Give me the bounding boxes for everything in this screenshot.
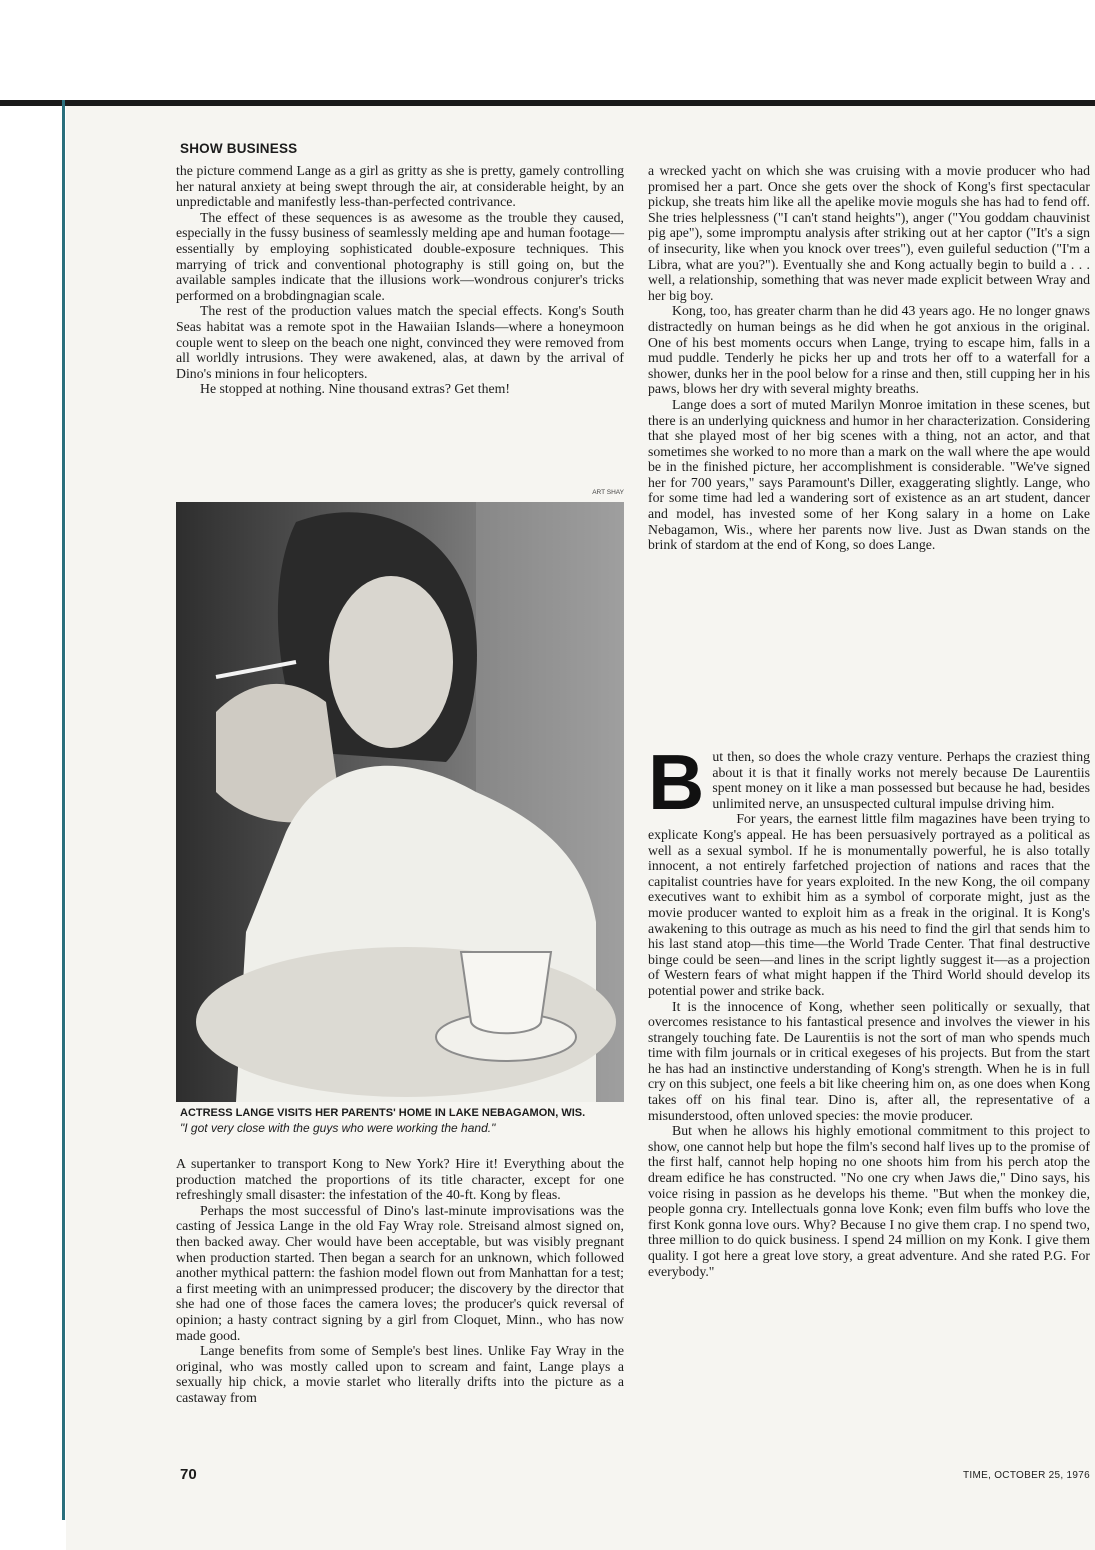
- paragraph: a wrecked yacht on which she was cruising with a movie producer who had promised her a part. Once she gets over the shock of Kong's first spectacular pickup, she treats him like all the apelike movie moguls she has had to fend off. She tries helplessness ("I can't stand heights"), anger ("You goddam chauvinist pig ape"), some impromptu analysis after striking out at her captor ("It's a sign of insecurity, like when you knock over trees"), even guileful seduction ("I'm a Libra, what are you?"). Eventually she and Kong actually begin to build a . . . well, a relationship, something that was never made explicit between Wray and her big boy.: [648, 163, 1090, 303]
- photo-credit: ART SHAY: [592, 489, 624, 496]
- right-column-bottom: [648, 738, 1090, 1279]
- paragraph: the picture commend Lange as a girl as gritty as she is pretty, gamely controlling her natural anxiety at being swept through the air, at considerable height, by an unpredictable and manifestly less-than-perfected contrivance.: [176, 163, 624, 210]
- paragraph: The effect of these sequences is as awesome as the trouble they caused, especially in the fussy business of seamlessly melding ape and human footage—essentially by employing sophisticated double-exposure techniques. This marrying of trick and conventional photography is still going on, but the available samples indicate that the illusions work—wondrous conjurer's tricks performed on a brobdingnagian scale.: [176, 209, 624, 303]
- section-heading: SHOW BUSINESS: [180, 141, 298, 156]
- binding-edge: [62, 100, 65, 1520]
- paragraph: ut then, so does the whole crazy venture. Perhaps the craziest thing about it is that it finally works not merely because De Laurentiis spent money on it like a man possessed but because he had, besides unlimited nerve, an unsuspected cultural impulse driving him.: [712, 749, 1090, 811]
- portrait-photo: [176, 502, 624, 1102]
- photo-illustration: [176, 502, 624, 1102]
- photo-caption: [180, 1106, 624, 1136]
- page-number: 70: [180, 1466, 197, 1483]
- paragraph: For years, the earnest little film magazines have been trying to explicate Kong's appeal. He has been persuasively portrayed as a political as well as a sexual symbol. If he is monumentally powerful, he is also totally innocent, a not entirely farfetched projection of nations and races that the capitalist countries have for years exploited. In the new Kong, the oil company executives want to exhibit him as a symbol of corporate might, just as the movie producer wanted to exploit him as a freak in the original. It is Kong's awakening to this outrage as much as his need to find the girl that sends him to his last stand atop—this time—the World Trade Center. That final destructive binge could be seen—and lines in the script lightly suggest it—as a projection of Western fears of what might happen if the Third World should develop its potential power and strike back.: [648, 811, 1090, 998]
- right-column-top: [648, 163, 1090, 553]
- paragraph: Kong, too, has greater charm than he did 43 years ago. He no longer gnaws distractedly on human beings as he did when he got anxious in the original. One of his best moments occurs when Lange, trying to escape him, falls in a mud puddle. Tenderly he picks her up and trots her off to a waterfall for a shower, dunks her in the pool below for a rinse and then, still cupping her in his paws, blows her dry with several mighty breaths.: [648, 303, 1090, 397]
- paragraph: But when he allows his highly emotional commitment to this project to show, one cannot help but hope the film's second half lives up to the promise of the first half, cannot help hoping no one shoots him from his perch atop the dream edifice he has constructed. "No one cry when Jaws die," Dino says, his voice rising in passion as he develops his theme. "But when the monkey die, people gonna cry. Intellectuals gonna love Konk; even film buffs who love the first Konk gonna love ours. Why? Because I no give them crap. I no spend two, three million to do quick business. I spend 24 million on my Konk. I give them quality. I got here a great love story, a great adventure. And she rated P.G. For everybody.": [648, 1123, 1090, 1279]
- caption-title: ACTRESS LANGE VISITS HER PARENTS' HOME IN LAKE NEBAGAMON, WIS.: [180, 1107, 586, 1119]
- issue-date: TIME, OCTOBER 25, 1976: [962, 1470, 1090, 1481]
- paragraph: The rest of the production values match the special effects. Kong's South Seas habitat was a remote spot in the Hawaiian Islands—where a honeymoon couple went to sleep on the beach one night, convinced they were removed from all worldly intrusions. They were awakened, alas, at dawn by the arrival of Dino's minions in four helicopters.: [176, 303, 624, 381]
- drop-cap: B: [648, 738, 705, 826]
- caption-quote: "I got very close with the guys who were working the hand.": [180, 1121, 496, 1135]
- paragraph: Perhaps the most successful of Dino's last-minute improvisations was the casting of Jessica Lange in the old Fay Wray role. Streisand almost signed on, then backed away. Cher would have been acceptable, but was visibly pregnant when production started. Then began a search for an unknown, which followed another mythical pattern: the fashion model flown out from Manhattan for a test; a first meeting with an unimpressed producer; the discovery by the director that she had one of those faces the camera loves; the producer's quick reversal of opinion; a hasty contract signing by a girl from Cloquet, Minn., who has now made good.: [176, 1202, 624, 1343]
- paragraph: Lange does a sort of muted Marilyn Monroe imitation in these scenes, but there is an underlying quickness and humor in her characterization. Considering that she played most of her big scenes with a thing, not an actor, and that sometimes she worked to no more than a mark on the wall where the ape would be in the finished picture, her accomplishment is considerable. "We've signed her for 700 years," says Paramount's Diller, exaggerating slightly. Lange, who for some time had led a wandering sort of existence as an art student, dancer and model, has invested some of her Kong salary in a home on Lake Nebagamon, Wis., where her parents now live. Just as Dwan stands on the brink of stardom at the end of Kong, so does Lange.: [648, 396, 1090, 553]
- left-column-bottom: [176, 1156, 624, 1406]
- paragraph: Lange benefits from some of Semple's best lines. Unlike Fay Wray in the original, who was mostly called upon to scream and faint, Lange plays a sexually hip chick, a movie starlet who literally drifts into the picture as a castaway from: [176, 1343, 624, 1405]
- paragraph: He stopped at nothing. Nine thousand extras? Get them!: [200, 381, 510, 397]
- paragraph: It is the innocence of Kong, whether seen politically or sexually, that overcomes resistance to his fantastical presence and involves the viewer in his strangely touching fate. De Laurentiis is not the sort of man who spends much time with film journals or in critical exegeses of his projects. But from the start he has had an instinctive understanding of Kong's strength. When he is in full cry on this subject, one feels a bit like cheering him on, as one does when Kong takes off on his final tear. Dino is, after all, the representative of a misunderstood, often unloved species: the movie producer.: [648, 998, 1090, 1123]
- paragraph: A supertanker to transport Kong to New York? Hire it! Everything about the production matched the proportions of its title character, except for one refreshingly small disaster: the infestation of the 40-ft. Kong by fleas.: [176, 1156, 624, 1203]
- left-column-top: [176, 163, 624, 397]
